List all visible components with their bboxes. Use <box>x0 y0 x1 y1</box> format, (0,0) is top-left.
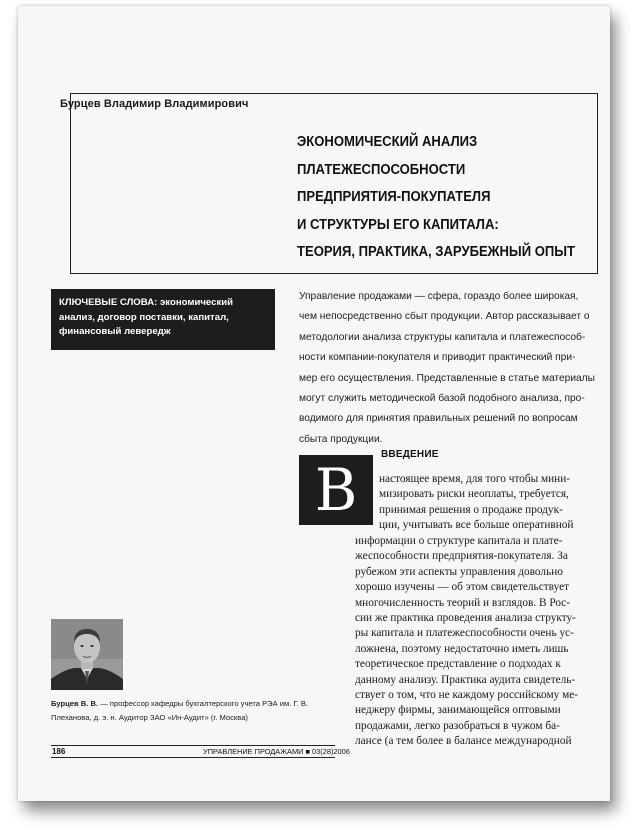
intro-line: информации о структуре капитала и плате- <box>355 535 563 547</box>
abstract-line: могут служить методической базой подобного анализа, про- <box>299 392 585 404</box>
abstract-line: методологии анализа структуры капитала и платежеспособ- <box>299 331 586 343</box>
intro-line: ложнена, поэтому недостаточно иметь лишь <box>355 642 569 655</box>
keywords-box <box>51 289 275 350</box>
title-line: ПРЕДПРИЯТИЯ-ПОКУПАТЕЛЯ <box>297 188 491 205</box>
square-bullet-icon: ■ <box>305 747 310 756</box>
drop-cap: В <box>299 455 373 525</box>
intro-line: ции, учитывать все больше оперативной <box>379 519 574 532</box>
intro-line: рубежом эти аспекты управления довольно <box>355 565 563 578</box>
intro-line: неджеру фирмы, занимающейся оптовыми <box>355 704 561 717</box>
page-number: 186 <box>52 747 66 756</box>
footer-rule-bottom <box>51 757 335 758</box>
abstract-line: водимого для принятия правильных решений по вопросам <box>299 413 578 425</box>
abstract-line: чем непосредственно сбыт продукции. Автор рассказывает о <box>299 311 590 323</box>
intro-line: продажами, легко разобраться в чужом ба- <box>355 719 560 732</box>
intro-line: настоящее время, для того чтобы мини- <box>379 473 571 485</box>
abstract-line: сбыта продукции. <box>299 433 383 445</box>
portrait-image <box>51 619 123 690</box>
title-line: ЭКОНОМИЧЕСКИЙ АНАЛИЗ <box>297 133 478 150</box>
caption-name: Бурцев В. В. <box>51 699 99 708</box>
author-name: Бурцев Владимир Владимирович <box>60 98 249 110</box>
intro-line: многочисленность теорий и взглядов. В Рос- <box>355 596 571 609</box>
keywords-label: КЛЮЧЕВЫЕ СЛОВА: <box>59 297 158 308</box>
intro-line: мизировать риски неоплаты, требуется, <box>379 488 569 501</box>
intro-text <box>355 534 581 749</box>
footer-rule-top <box>51 745 335 746</box>
title-line: ПЛАТЕЖЕСПОСОБНОСТИ <box>297 160 466 178</box>
author-photo <box>51 619 123 690</box>
title-line: ТЕОРИЯ, ПРАКТИКА, ЗАРУБЕЖНЫЙ ОПЫТ <box>297 243 576 260</box>
journal-title: УПРАВЛЕНИЕ ПРОДАЖАМИ <box>203 747 304 756</box>
intro-line: теоретическое представление о подходах к <box>355 658 561 671</box>
article-title <box>297 128 576 266</box>
author-caption <box>51 697 336 725</box>
keywords-text: экономический анализ, договор поставки, капитал, финансовый левередж <box>59 297 234 337</box>
intro-text-indented <box>379 472 581 534</box>
section-heading: ВВЕДЕНИЕ <box>381 449 439 460</box>
abstract <box>299 287 595 450</box>
intro-line: лансе (а тем более в балансе международной <box>355 735 572 748</box>
abstract-line: Управление продажами — сфера, гораздо более широкая, <box>299 291 579 302</box>
abstract-line: мер его осуществления. Представленные в статье материалы <box>299 372 595 384</box>
intro-line: принимая решения о продаже продук- <box>379 503 563 516</box>
intro-line: данному анализу. Практика аудита свидетель- <box>355 673 576 686</box>
intro-line: ствует о том, что не каждому российскому ме- <box>355 688 579 701</box>
intro-line: ры капитала и платежеспособности очень ус- <box>355 627 574 640</box>
caption-text: — профессор кафедры бухгалтерского учета РЭА им. Г. В. Плеханова, д. э. н. Аудитор ЗАО «Ин-Аудит» (г. Москва) <box>51 699 309 722</box>
intro-line: жеспособности предприятия-покупателя. За <box>355 550 568 563</box>
intro-line: хорошо изучены — об этом свидетельствует <box>355 581 570 594</box>
journal-issue: 03(28)2006 <box>312 747 350 756</box>
journal-name <box>203 747 350 756</box>
intro-line: сии же практика проведения анализа структу- <box>355 611 576 624</box>
title-line: И СТРУКТУРЫ ЕГО КАПИТАЛА: <box>297 215 499 233</box>
abstract-line: ности компании-покупателя и приводит практический при- <box>299 352 576 364</box>
